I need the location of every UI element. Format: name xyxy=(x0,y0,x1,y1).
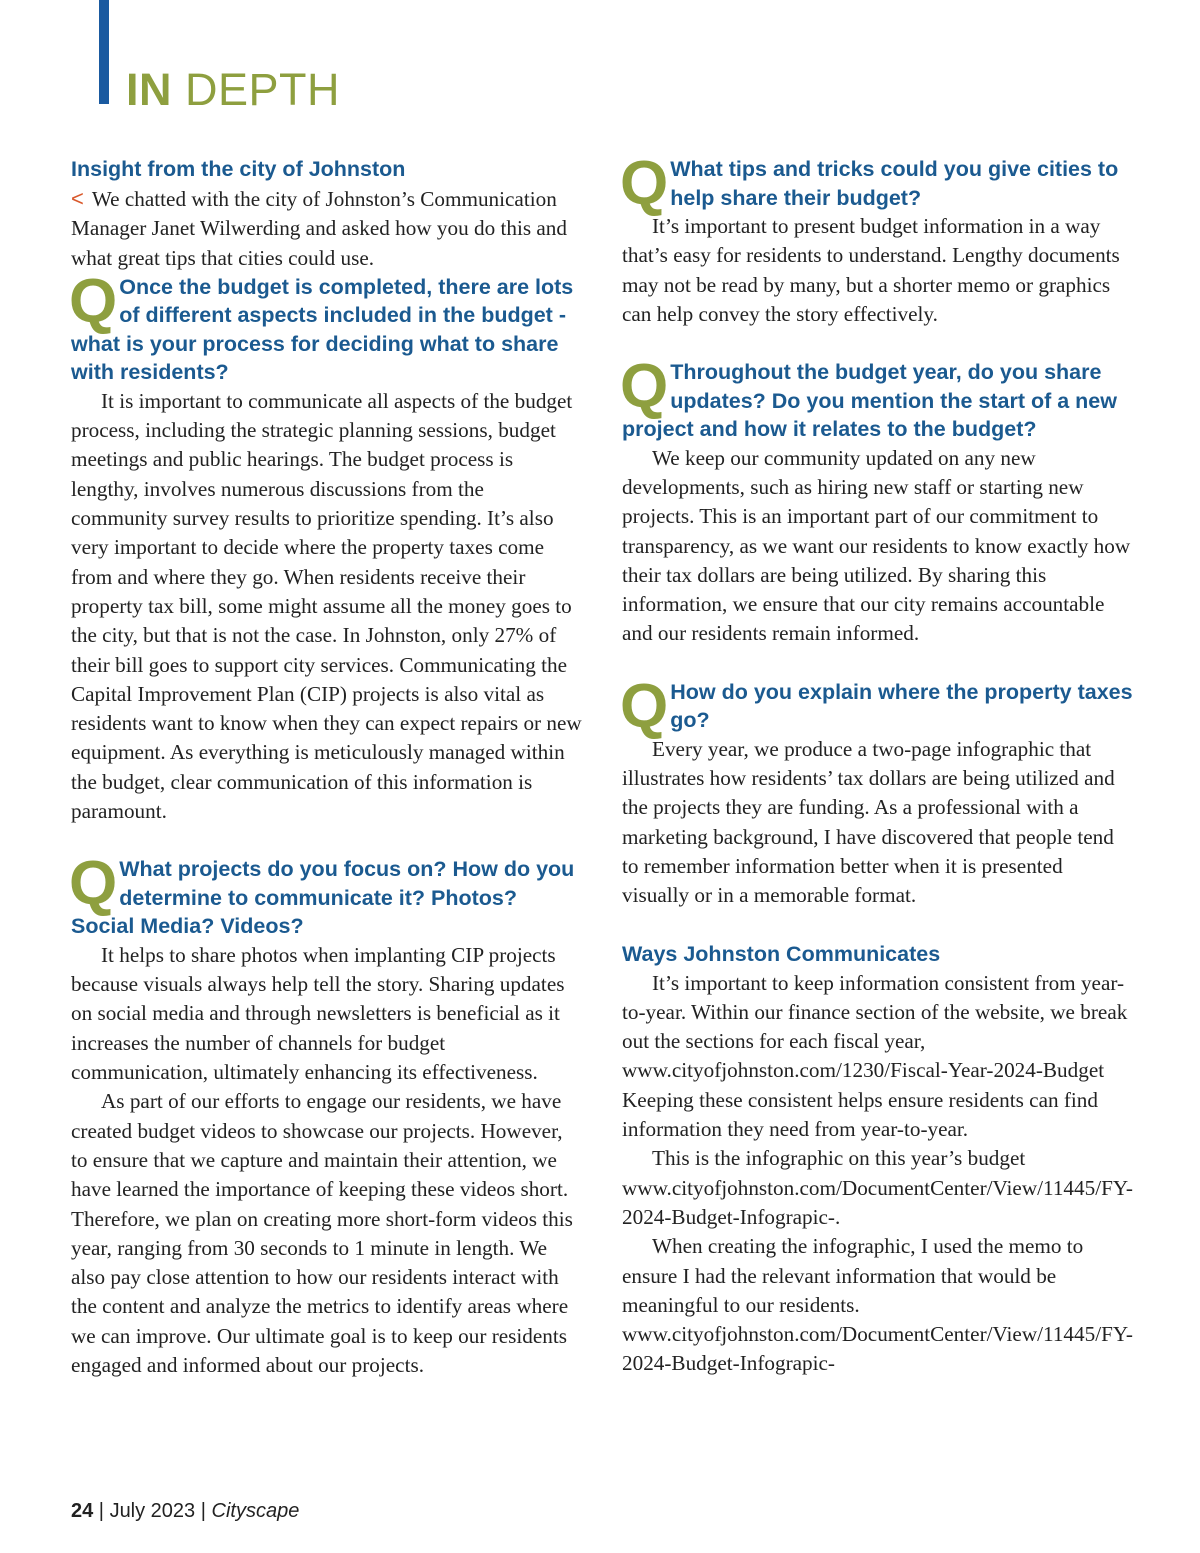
q-letter: Q xyxy=(620,149,669,218)
q-letter: Q xyxy=(620,352,669,422)
question-5 xyxy=(620,671,1134,741)
intro-marker: < xyxy=(71,186,84,211)
section-title-rest: DEPTH xyxy=(172,64,341,115)
question-4-text: Throughout the budget year, do you share updates? Do you mention the start of a new project and how it relates to the budget? xyxy=(622,360,1117,442)
q-letter: Q xyxy=(69,266,118,336)
question-1 xyxy=(69,266,583,387)
answer-2-paragraph-2: As part of our efforts to engage our residents, we have created budget videos to showcase our projects. However, to ensure that we capture and maintain their attention, we have learned the importance of keeping these videos short. Therefore, we plan on creating more short-form videos this year, ranging from 30 seconds to 1 minute in length. We also pay close attention to how our residents interact with the content and analyze the metrics to identify areas where we can improve. Our ultimate goal is to keep our residents engaged and informed about our projects. xyxy=(71,1089,573,1377)
page-number: 24 xyxy=(71,1500,94,1522)
right-column xyxy=(620,149,1134,1379)
answer-3: It’s important to present budget information in a way that’s easy for residents to understand. Lengthy documents may not be read by many, but a shorter memo or graphics can help convey the story effectively. xyxy=(622,214,1120,326)
magazine-name: Cityscape xyxy=(211,1500,300,1522)
section-title xyxy=(126,64,340,116)
question-2-text: What projects do you focus on? How do you determine to communicate it? Photos? Social Media? Videos? xyxy=(71,857,575,939)
intro-paragraph xyxy=(71,184,583,273)
q-letter: Q xyxy=(620,671,669,741)
answer-2-paragraph-1: It helps to share photos when implanting CIP projects because visuals always help tell the story. Sharing updates on social media and through newsletters is beneficial as it increases the number of channels for budget communication, ultimately enhancing its effectiveness. xyxy=(71,942,565,1085)
ways-paragraph-2: This is the infographic on this year’s budget www.cityofjohnston.com/DocumentCenter/View/11445/FY-2024-Budget-Infograpic-. xyxy=(622,1146,1133,1229)
intro-text: We chatted with the city of Johnston’s Communication Manager Janet Wilwerding and asked how you do this and what great tips that cities could use. xyxy=(71,187,567,270)
ways-paragraph-3: When creating the infographic, I used the memo to ensure I had the relevant information that would be meaningful to our residents. www.cityofjohnston.com/DocumentCenter/View/11445/FY-2024-Budget-Infograpic- xyxy=(622,1234,1133,1376)
ways-heading: Ways Johnston Communicates xyxy=(622,941,941,966)
page-footer xyxy=(71,1498,299,1524)
footer-separator: | xyxy=(195,1500,212,1522)
question-1-text: Once the budget is completed, there are lots of different aspects included in the budget - what is your process for deciding what to share with residents? xyxy=(71,274,574,385)
issue-date: July 2023 xyxy=(109,1500,196,1522)
question-3-text: What tips and tricks could you give cities to help share their budget? xyxy=(670,157,1119,210)
question-5-text: How do you explain where the property taxes go? xyxy=(670,679,1133,733)
question-2 xyxy=(69,849,583,941)
question-3 xyxy=(620,149,1134,218)
section-title-bold: IN xyxy=(126,64,172,115)
answer-4: We keep our community updated on any new developments, such as hiring new staff or starting new projects. This is an important part of our commitment to transparency, as we want our residents to know exactly how their tax dollars are being utilized. By sharing this information, we ensure that our city remains accountable and our residents remain informed. xyxy=(622,445,1131,646)
answer-5: Every year, we produce a two-page infographic that illustrates how residents’ tax dollars are being utilized and the projects they are funding. As a professional with a marketing background, I have discovered that people tend to remember information better when it is presented visually or in a memorable format. xyxy=(622,736,1115,908)
ways-paragraph-1: It’s important to keep information consistent from year-to-year. Within our finance section of the website, we break out the sections for each fiscal year, www.cityofjohnston.com/1230/Fiscal-Year-2024-Budget Keeping these consistent helps ensure residents can find information they need from year-to-year. xyxy=(622,970,1128,1142)
answer-1: It is important to communicate all aspects of the budget process, including the strategic planning sessions, budget meetings and public hearings. The budget process is lengthy, involves numerous discussions from the community survey results to prioritize spending. It’s also very important to decide where the property taxes come from and where they go. When residents receive their property tax bill, some might assume all the money goes to the city, but that is not the case. In Johnston, only 27% of their bill goes to support city services. Communicating the Capital Improvement Plan (CIP) projects is also vital as residents want to know when they can expect repairs or new equipment. As everything is meticulously managed within the budget, clear communication of this information is paramount. xyxy=(71,388,582,824)
header-accent-bar xyxy=(99,0,109,104)
left-column xyxy=(71,155,583,1380)
q-letter: Q xyxy=(69,849,118,919)
intro-heading: Insight from the city of Johnston xyxy=(71,157,406,181)
question-4 xyxy=(620,352,1134,444)
footer-separator: | xyxy=(93,1500,110,1522)
